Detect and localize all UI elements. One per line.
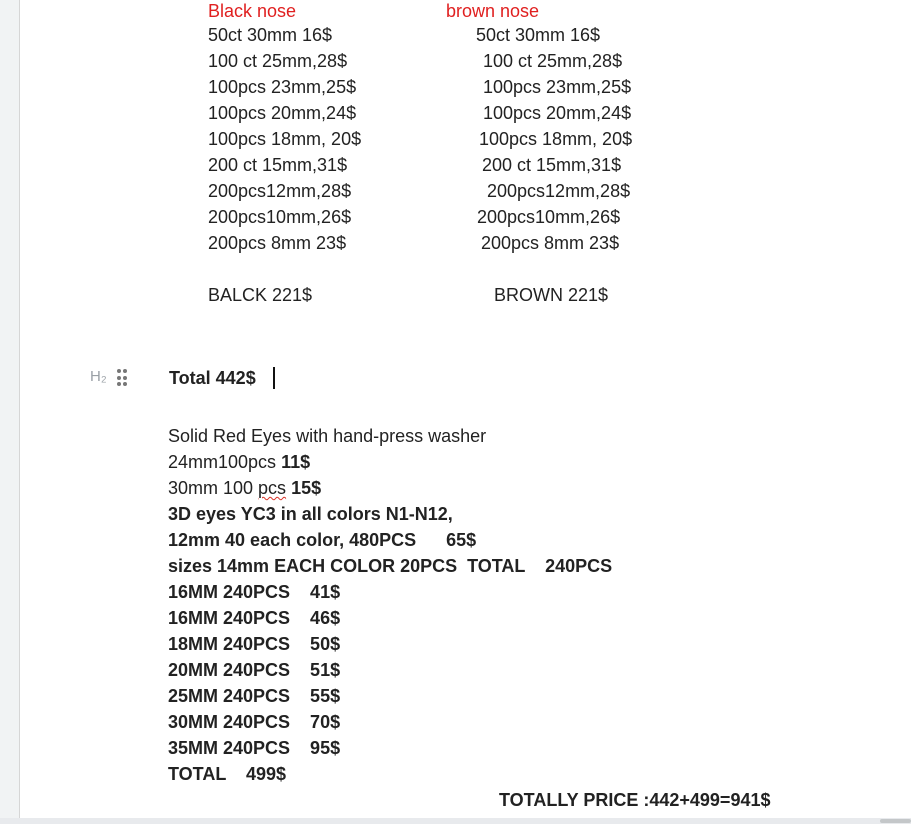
brown-item: 100pcs 23mm,25$ bbox=[483, 77, 632, 97]
eyes-row: 35MM 240PCS 95$ bbox=[168, 738, 341, 758]
eyes-line-30mm bbox=[168, 475, 321, 501]
brown-item: 100pcs 20mm,24$ bbox=[483, 103, 632, 123]
black-total: BALCK 221$ bbox=[208, 285, 313, 305]
eyes-row: 30MM 240PCS 70$ bbox=[168, 712, 341, 732]
eyes-row: 16MM 240PCS 41$ bbox=[168, 582, 341, 602]
eyes-line-price: 15$ bbox=[291, 478, 322, 498]
black-item: 200pcs10mm,26$ bbox=[208, 207, 352, 227]
horizontal-scrollbar[interactable] bbox=[0, 818, 911, 824]
spellcheck-word[interactable]: pcs bbox=[258, 478, 287, 498]
brown-total: BROWN 221$ bbox=[494, 285, 609, 305]
eyes-line-text: 30mm 100 bbox=[168, 478, 259, 498]
grand-total: TOTALLY PRICE :442+499=941$ bbox=[499, 790, 771, 810]
black-item: 100pcs 20mm,24$ bbox=[208, 103, 357, 123]
eyes-12mm-line: 12mm 40 each color, 480PCS 65$ bbox=[168, 530, 477, 550]
brown-nose-heading: brown nose bbox=[446, 1, 540, 21]
eyes-title: Solid Red Eyes with hand-press washer bbox=[168, 426, 487, 446]
scrollbar-thumb[interactable] bbox=[880, 819, 911, 823]
brown-item: 200pcs 8mm 23$ bbox=[481, 233, 620, 253]
black-item: 200pcs 8mm 23$ bbox=[208, 233, 347, 253]
brown-item: 200 ct 15mm,31$ bbox=[482, 155, 622, 175]
brown-item: 50ct 30mm 16$ bbox=[476, 25, 601, 45]
brown-item: 200pcs12mm,28$ bbox=[487, 181, 631, 201]
black-item: 200pcs12mm,28$ bbox=[208, 181, 352, 201]
heading-level-badge[interactable]: H₂ bbox=[90, 368, 107, 385]
black-nose-heading: Black nose bbox=[208, 1, 297, 21]
eyes-3d-line: 3D eyes YC3 in all colors N1-N12, bbox=[168, 504, 453, 524]
eyes-row: 25MM 240PCS 55$ bbox=[168, 686, 341, 706]
eyes-line-text: 24mm100pcs bbox=[168, 452, 282, 472]
black-item: 100pcs 23mm,25$ bbox=[208, 77, 357, 97]
document-page bbox=[19, 0, 911, 818]
brown-item: 200pcs10mm,26$ bbox=[477, 207, 621, 227]
black-item: 100 ct 25mm,28$ bbox=[208, 51, 348, 71]
eyes-row: 18MM 240PCS 50$ bbox=[168, 634, 341, 654]
black-item: 200 ct 15mm,31$ bbox=[208, 155, 348, 175]
brown-item: 100 ct 25mm,28$ bbox=[483, 51, 623, 71]
eyes-line-price: 11$ bbox=[281, 452, 311, 472]
black-item: 50ct 30mm 16$ bbox=[208, 25, 333, 45]
eyes-row: 16MM 240PCS 46$ bbox=[168, 608, 341, 628]
eyes-row: 20MM 240PCS 51$ bbox=[168, 660, 341, 680]
text-cursor bbox=[273, 367, 275, 389]
black-item: 100pcs 18mm, 20$ bbox=[208, 129, 362, 149]
eyes-sizes-line: sizes 14mm EACH COLOR 20PCS TOTAL 240PCS bbox=[168, 556, 613, 576]
eyes-total: TOTAL 499$ bbox=[168, 764, 287, 784]
drag-handle-icon[interactable] bbox=[117, 369, 127, 387]
eyes-line-24mm bbox=[168, 449, 310, 475]
total-heading: Total 442$ bbox=[169, 368, 256, 388]
brown-item: 100pcs 18mm, 20$ bbox=[479, 129, 633, 149]
